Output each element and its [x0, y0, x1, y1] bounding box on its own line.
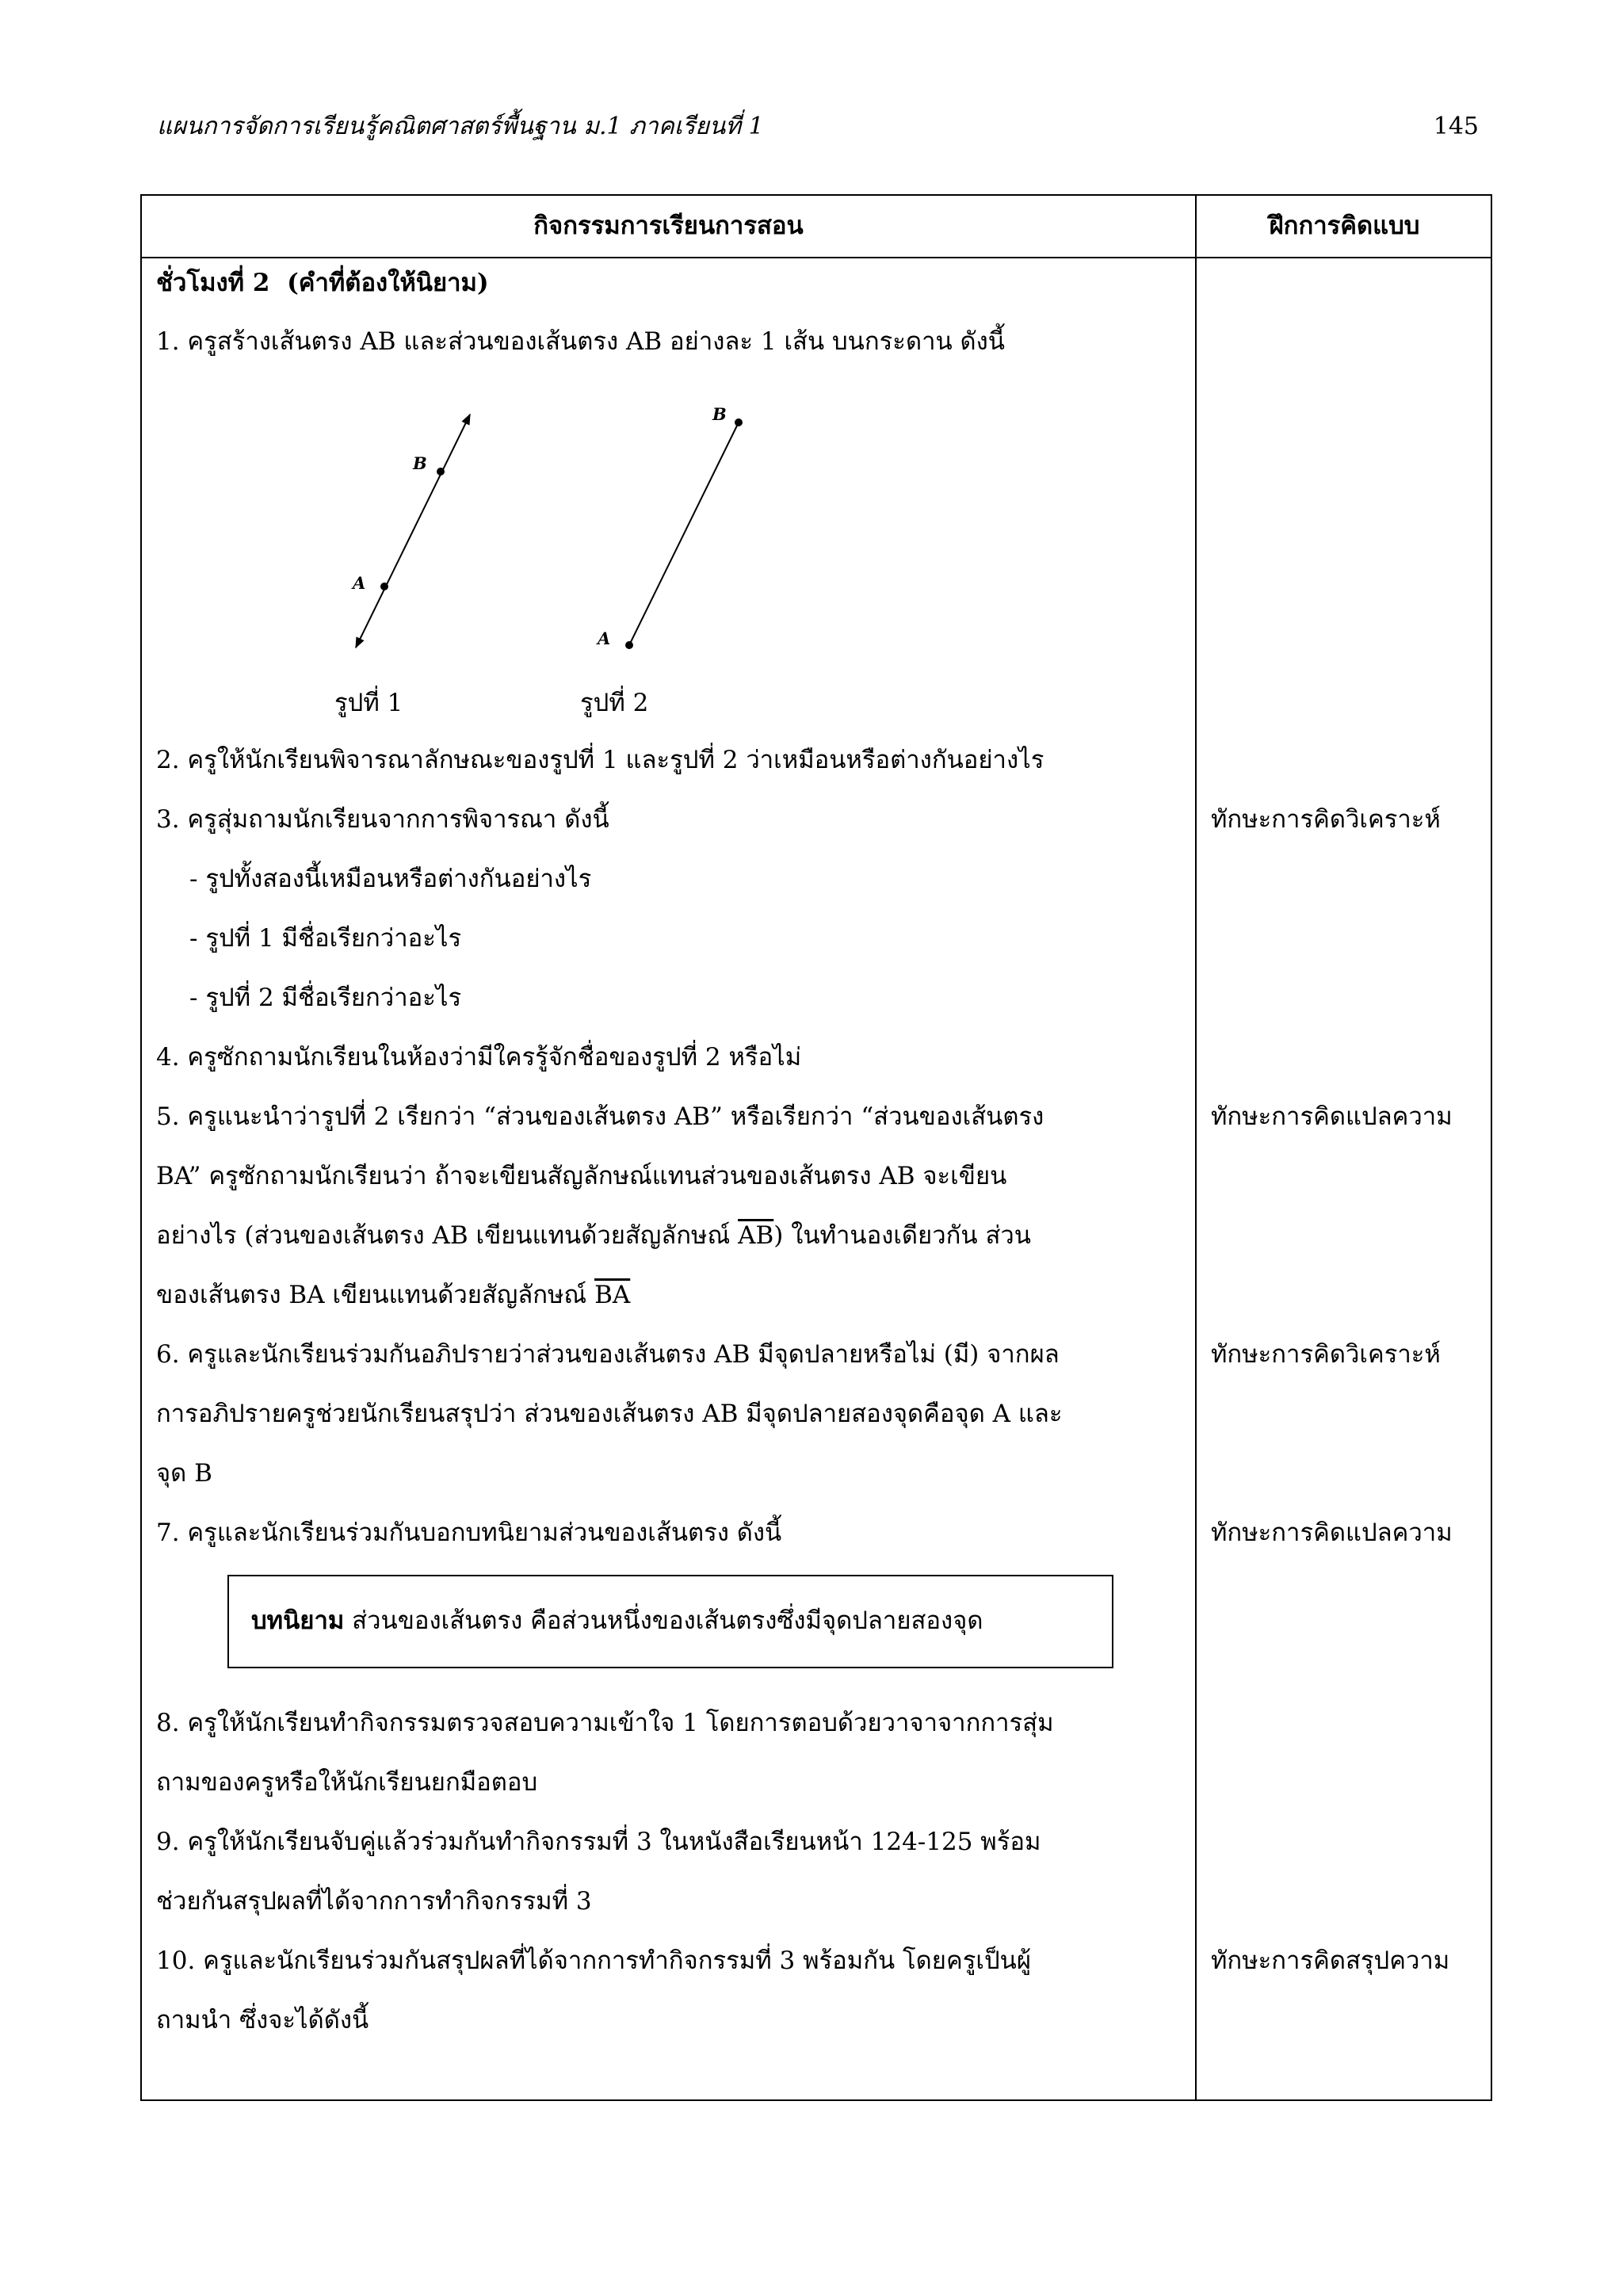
- definition-label: บทนิยาม: [251, 1606, 345, 1635]
- skill-interpretation: ทักษะการคิดแปลความ: [1211, 1102, 1453, 1131]
- point-a-dot: [380, 583, 388, 590]
- page-number: 145: [1433, 113, 1479, 140]
- skill-analysis-2: ทักษะการคิดวิเคราะห์: [1211, 1340, 1441, 1369]
- figure-2-label-a: A: [598, 628, 611, 648]
- step-5-line-3-pre: อย่างไร (ส่วนของเส้นตรง AB เขียนแทนด้วยสัญลักษณ์: [156, 1221, 731, 1250]
- step-9-line-2: ช่วยกันสรุปผลที่ได้จากการทำกิจกรรมที่ 3: [156, 1887, 592, 1916]
- step-5-line-4: [156, 1278, 630, 1312]
- skill-analysis: ทักษะการคิดวิเคราะห์: [1211, 805, 1441, 834]
- column-divider: [1195, 196, 1197, 2099]
- figure-1-caption: รูปที่ 1: [334, 689, 403, 717]
- step-6-line-1: 6. ครูและนักเรียนร่วมกันอภิปรายว่าส่วนของเส้นตรง AB มีจุดปลายหรือไม่ (มี) จากผล: [156, 1340, 1060, 1369]
- step-1: 1. ครูสร้างเส้นตรง AB และส่วนของเส้นตรง AB อย่างละ 1 เส้น บนกระดาน ดังนี้: [156, 327, 1005, 356]
- figure-2-label-b: B: [712, 404, 727, 424]
- hour-title: ชั่วโมงที่ 2: [156, 269, 270, 297]
- step-8-line-1: 8. ครูให้นักเรียนทำกิจกรรมตรวจสอบความเข้าใจ 1 โดยการตอบด้วยวาจาจากการสุ่ม: [156, 1709, 1054, 1737]
- definition-box: [227, 1575, 1113, 1668]
- step-10-line-1: 10. ครูและนักเรียนร่วมกันสรุปผลที่ได้จากการทำกิจกรรมที่ 3 พร้อมกัน โดยครูเป็นผู้: [156, 1946, 1031, 1975]
- step-3-bullet-3: - รูปที่ 2 มีชื่อเรียกว่าอะไร: [189, 984, 462, 1012]
- segment-symbol-ab: $\overline{AB}$: [738, 1221, 774, 1250]
- header-title: แผนการจัดการเรียนรู้คณิตศาสตร์พื้นฐาน ม.1 ภาคเรียนที่ 1: [157, 113, 764, 140]
- step-5-line-2: BA” ครูซักถามนักเรียนว่า ถ้าจะเขียนสัญลักษณ์แทนส่วนของเส้นตรง AB จะเขียน: [156, 1162, 1007, 1190]
- figure-1-label-b: B: [413, 453, 427, 473]
- point-b-dot: [437, 468, 445, 476]
- step-6-line-3: จุด B: [156, 1459, 212, 1488]
- step-5-line-1: 5. ครูแนะนำว่ารูปที่ 2 เรียกว่า “ส่วนของเส้นตรง AB” หรือเรียกว่า “ส่วนของเส้นตรง: [156, 1102, 1044, 1131]
- figure-2-segment: [596, 404, 743, 649]
- step-5-line-3: [156, 1218, 1031, 1253]
- step-8-line-2: ถามของครูหรือให้นักเรียนยกมือตอบ: [156, 1768, 538, 1797]
- step-3-bullet-1: - รูปทั้งสองนี้เหมือนหรือต่างกันอย่างไร: [189, 865, 592, 893]
- hour-subtitle: (คำที่ต้องให้นิยาม): [287, 269, 489, 297]
- point-a-dot: [625, 641, 633, 649]
- column-header-thinking: ฝึกการคิดแบบ: [1269, 212, 1420, 240]
- figure-2-caption: รูปที่ 2: [580, 689, 649, 717]
- step-4: 4. ครูซักถามนักเรียนในห้องว่ามีใครรู้จักชื่อของรูปที่ 2 หรือไม่: [156, 1043, 802, 1072]
- step-9-line-1: 9. ครูให้นักเรียนจับคู่แล้วร่วมกันทำกิจกรรมที่ 3 ในหนังสือเรียนหน้า 124-125 พร้อม: [156, 1828, 1041, 1856]
- step-3: 3. ครูสุ่มถามนักเรียนจากการพิจารณา ดังนี้: [156, 805, 609, 834]
- skill-summarizing: ทักษะการคิดสรุปความ: [1211, 1946, 1450, 1975]
- step-10-line-2: ถามนำ ซึ่งจะได้ดังนี้: [156, 2006, 369, 2034]
- step-5-line-4-pre: ของเส้นตรง BA เขียนแทนด้วยสัญลักษณ์: [156, 1281, 587, 1309]
- definition-body: ส่วนของเส้นตรง คือส่วนหนึ่งของเส้นตรงซึ่งมีจุดปลายสองจุด: [352, 1606, 983, 1635]
- lesson-plan-table: [140, 194, 1492, 2101]
- step-6-line-2: การอภิปรายครูช่วยนักเรียนสรุปว่า ส่วนของเส้นตรง AB มีจุดปลายสองจุดคือจุด A และ: [156, 1400, 1063, 1428]
- segment-symbol-ba: $\overline{BA}$: [594, 1281, 631, 1309]
- step-7: 7. ครูและนักเรียนร่วมกันบอกบทนิยามส่วนของเส้นตรง ดังนี้: [156, 1519, 782, 1547]
- point-b-dot: [735, 418, 743, 426]
- step-2: 2. ครูให้นักเรียนพิจารณาลักษณะของรูปที่ 1 และรูปที่ 2 ว่าเหมือนหรือต่างกันอย่างไร: [156, 746, 1044, 774]
- step-3-bullet-2: - รูปที่ 1 มีชื่อเรียกว่าอะไร: [189, 924, 462, 953]
- figure-1-line: [351, 415, 470, 648]
- skill-interpretation-2: ทักษะการคิดแปลความ: [1211, 1519, 1453, 1547]
- column-header-activities: กิจกรรมการเรียนการสอน: [533, 212, 804, 240]
- step-5-line-3-post: ) ในทำนองเดียวกัน ส่วน: [773, 1221, 1031, 1250]
- figure-1-label-a: A: [353, 573, 366, 593]
- line-figures: [142, 196, 1195, 751]
- definition-text: [251, 1603, 983, 1638]
